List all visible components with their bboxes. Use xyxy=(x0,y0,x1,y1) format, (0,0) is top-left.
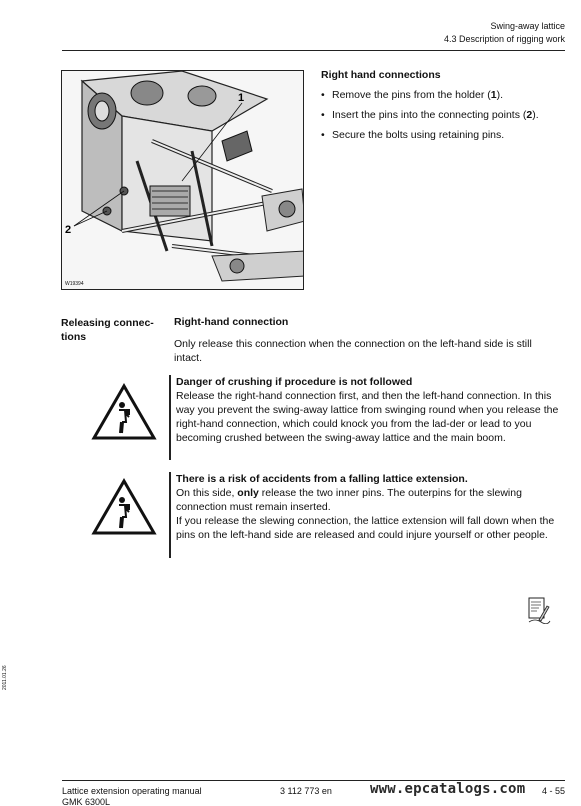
side-date: 2011.01.26 xyxy=(2,665,8,690)
list-item-text: Insert the pins into the connecting points ( xyxy=(332,109,527,121)
note-pencil-icon xyxy=(527,596,551,624)
warning-block-falling xyxy=(91,472,559,558)
footer-manual: Lattice extension operating manual xyxy=(62,786,202,796)
header-subsection: 4.3 Description of rigging work xyxy=(443,34,565,44)
warning-body xyxy=(176,375,559,445)
list-item-text: ). xyxy=(532,109,539,121)
section-label: Releasing connec-tions xyxy=(61,317,154,343)
list-item xyxy=(321,128,561,142)
rigging-figure xyxy=(61,70,304,290)
warning-text xyxy=(176,486,559,514)
section-intro: Only release this connection when the connection on the left-hand side is still intact. xyxy=(174,338,532,364)
watermark: www.epcatalogs.com xyxy=(370,781,526,797)
warning-title: There is a risk of accidents from a falling lattice extension. xyxy=(176,473,468,485)
figure-drawing xyxy=(62,71,304,290)
figure-id: W19394 xyxy=(65,281,84,287)
footer-doc-number: 3 112 773 en xyxy=(280,786,332,796)
footer-model: GMK 6300L xyxy=(62,797,111,806)
warning-rule xyxy=(169,375,171,460)
warning-person-triangle-icon xyxy=(91,383,157,441)
right-hand-connections-list xyxy=(321,88,561,148)
list-item xyxy=(321,108,561,122)
list-item-text: ). xyxy=(496,89,504,101)
warning-rule xyxy=(169,472,171,558)
warning-text-emphasis: only xyxy=(237,487,259,499)
section-title: Right-hand connection xyxy=(174,316,289,328)
list-item-text: Secure the bolts using retaining pins. xyxy=(332,129,505,141)
warning-person-triangle-icon xyxy=(91,478,157,536)
right-hand-connections-title: Right hand connections xyxy=(321,69,441,81)
warning-title: Danger of crushing if procedure is not followed xyxy=(176,376,413,388)
warning-body xyxy=(176,472,559,542)
warning-text-part: On this side, xyxy=(176,487,238,499)
list-item-text: Remove the pins from the holder ( xyxy=(332,89,491,101)
warning-block-crushing xyxy=(91,375,559,460)
footer-page-number: 4 - 55 xyxy=(541,786,565,796)
header-section: Swing-away lattice xyxy=(490,21,565,31)
warning-text: Release the right-hand connection first, and then the left-hand connection. In this way you prevent the swing-away lattice from swinging round when you release the right-hand connection, which could knock you from the lad-der or lead to you becoming crushed between the swing-away lattice and the main boom. xyxy=(176,390,559,444)
header-rule xyxy=(62,50,565,51)
list-item xyxy=(321,88,561,102)
warning-text: If you release the slewing connection, the lattice extension will fall down when the pins on the left-hand side are released and could injure yourself or other people. xyxy=(176,515,555,541)
list-item-ref: 2 xyxy=(526,109,533,121)
callout-1: 1 xyxy=(238,92,245,104)
warning-text-part: release the two inner pins. The outerpins for the slewing connection must remain inserted. xyxy=(176,487,522,513)
list-item-ref: 1 xyxy=(490,89,497,101)
callout-2: 2 xyxy=(65,224,72,236)
